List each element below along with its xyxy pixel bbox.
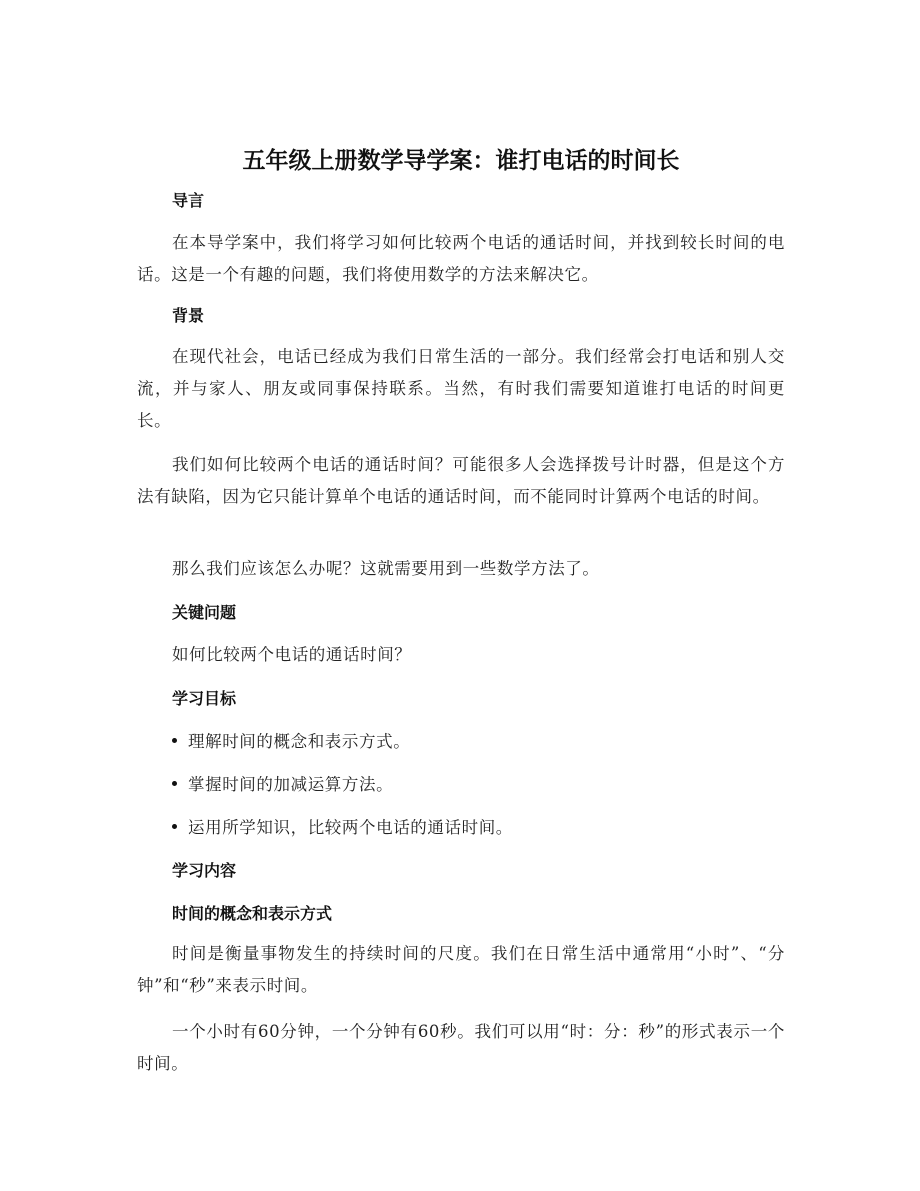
objective-item: 运用所学知识，比较两个电话的通话时间。 [172, 818, 513, 838]
heading-intro: 导言 [172, 191, 205, 210]
subheading-time-concept: 时间的概念和表示方式 [172, 904, 333, 923]
heading-objectives: 学习目标 [172, 689, 237, 708]
paragraph-background-1: 在现代社会，电话已经成为我们日常生活的一部分。我们经常会打电话和别人交流，并与家人、朋友或同事保持联系。当然，有时我们需要知道谁打电话的时间更长。 [137, 347, 785, 430]
objective-item: 理解时间的概念和表示方式。 [172, 732, 410, 752]
document-title: 五年级上册数学导学案：谁打电话的时间长 [242, 148, 680, 174]
paragraph-intro: 在本导学案中，我们将学习如何比较两个电话的通话时间，并找到较长时间的电话。这是一个有趣的问题，我们将使用数学的方法来解决它。 [137, 233, 785, 284]
key-question-text: 如何比较两个电话的通话时间？ [172, 645, 412, 664]
paragraph-content-2: 一个小时有60分钟，一个分钟有60秒。我们可以用“时：分：秒”的形式表示一个时间。 [137, 1022, 785, 1073]
heading-key-question: 关键问题 [172, 603, 237, 622]
paragraph-background-2: 我们如何比较两个电话的通话时间？可能很多人会选择拨号计时器，但是这个方法有缺陷，因为它只能计算单个电话的通话时间，而不能同时计算两个电话的时间。 [137, 455, 785, 506]
bullet-icon [172, 781, 177, 786]
objective-item: 掌握时间的加减运算方法。 [172, 775, 393, 795]
heading-background: 背景 [172, 306, 205, 325]
paragraph-background-3: 那么我们应该怎么办呢？这就需要用到一些数学方法了。 [172, 559, 600, 578]
heading-content: 学习内容 [172, 861, 237, 880]
bullet-icon [172, 824, 177, 829]
paragraph-content-1: 时间是衡量事物发生的持续时间的尺度。我们在日常生活中通常用“小时”、“分钟”和“秒”来表示时间。 [137, 944, 785, 995]
bullet-icon [172, 738, 177, 743]
